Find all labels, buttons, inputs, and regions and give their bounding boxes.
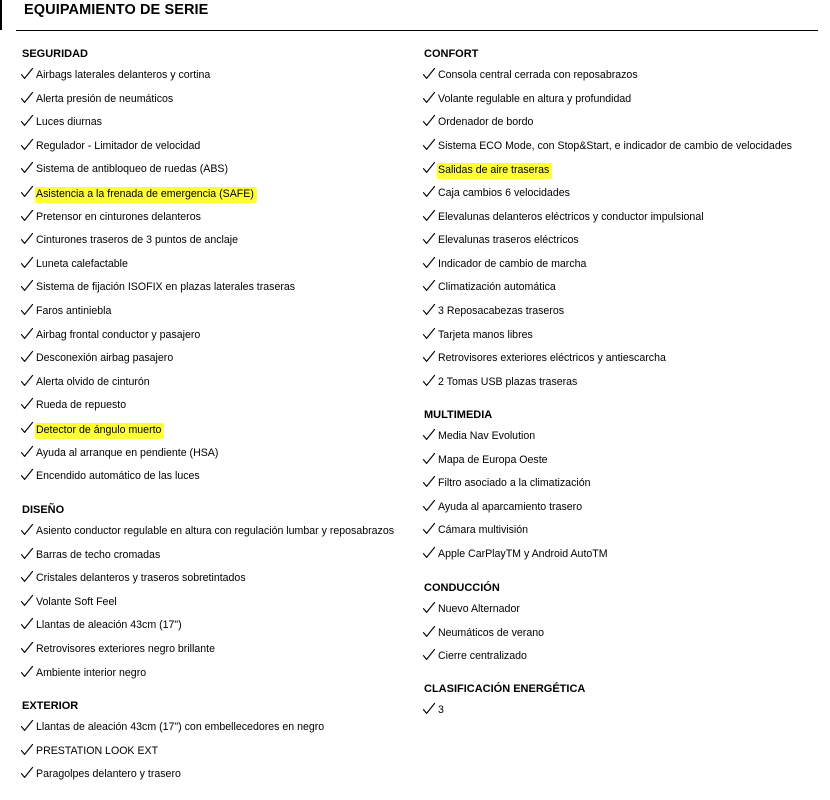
checkmark-icon [20,303,34,317]
item-label: Alerta presión de neumáticos [36,92,174,105]
checkmark-icon [20,374,34,388]
item-label: Volante regulable en altura y profundidad [438,92,632,105]
title-divider [16,30,818,31]
item-label: Encendido automático de las luces [36,470,200,483]
checkmark-icon [20,719,34,733]
checkmark-icon [20,594,34,608]
item-label: Sistema de fijación ISOFIX en plazas laterales traseras [36,281,296,294]
checkmark-icon [20,256,34,270]
checkmark-icon [422,625,436,639]
item-label: PRESTATION LOOK EXT [36,744,159,757]
checkmark-icon [422,601,436,615]
section-heading-multimedia: MULTIMEDIA [424,409,493,421]
section-heading-confort: CONFORT [424,48,479,60]
item-label: Barras de techo cromadas [36,548,161,561]
item-label: Retrovisores exteriores eléctricos y antiescarcha [438,352,666,365]
checkmark-icon [422,475,436,489]
item-label: Consola central cerrada con reposabrazos [438,69,638,81]
checkmark-icon [20,397,34,411]
item-label: Airbag frontal conductor y pasajero [36,328,201,341]
checkmark-icon [20,766,34,780]
item-label: Cámara multivisión [438,524,529,537]
checkmark-icon [20,91,34,105]
checkmark-icon [20,445,34,459]
item-label: Indicador de cambio de marcha [438,257,587,270]
item-label: Alerta olvido de cinturón [36,375,150,388]
item-label: Tarjeta manos libres [438,328,533,341]
checkmark-icon [422,232,436,246]
item-label: Salidas de aire traseras [437,163,552,179]
checkmark-icon [20,138,34,152]
item-label: Elevalunas delanteros eléctricos y conductor impulsional [438,210,704,223]
item-label: Airbags laterales delanteros y cortina [36,69,211,81]
item-label: Filtro asociado a la climatización [438,477,591,490]
checkmark-icon [20,279,34,293]
checkmark-icon [20,547,34,561]
checkmark-icon [20,421,34,435]
item-label: Asistencia a la frenada de emergencia (SAFE) [35,187,257,203]
item-label: Rueda de repuesto [36,399,127,412]
checkmark-icon [20,665,34,679]
item-label: Apple CarPlayTM y Android AutoTM [438,548,608,560]
checkmark-icon [422,67,436,81]
item-label: Ayuda al aparcamiento trasero [438,500,583,513]
checkmark-icon [20,641,34,655]
checkmark-icon [20,185,34,199]
item-label: Llantas de aleación 43cm (17") con embellecedores en negro [36,721,325,733]
checkmark-icon [20,327,34,341]
item-label: Elevalunas traseros eléctricos [438,234,579,247]
item-label: Luces diurnas [36,116,102,129]
item-label: Media Nav Evolution [438,430,536,442]
checkmark-icon [20,232,34,246]
checkmark-icon [422,161,436,175]
item-label: Climatización automática [438,281,556,294]
item-label: Mapa de Europa Oeste [438,453,548,466]
item-label: Sistema de antibloqueo de ruedas (ABS) [36,163,228,176]
item-label: Regulador - Limitador de velocidad [36,139,201,152]
item-label: Nuevo Alternador [438,603,520,615]
checkmark-icon [422,374,436,388]
page-left-edge [0,0,2,30]
page-title: EQUIPAMIENTO DE SERIE [24,2,209,18]
item-label: Cinturones traseros de 3 puntos de anclaje [36,234,238,247]
checkmark-icon [422,185,436,199]
checkmark-icon [422,499,436,513]
checkmark-icon [422,452,436,466]
item-label: 3 Reposacabezas traseros [438,305,565,317]
item-label: Pretensor en cinturones delanteros [36,210,201,223]
item-label: Ambiente interior negro [36,666,147,679]
item-label: 3 [438,704,444,716]
section-heading-diseno: DISEÑO [22,504,65,516]
checkmark-icon [422,91,436,105]
checkmark-icon [422,279,436,293]
checkmark-icon [20,617,34,631]
checkmark-icon [20,114,34,128]
item-label: Paragolpes delantero y trasero [36,768,181,781]
checkmark-icon [422,303,436,317]
checkmark-icon [422,114,436,128]
checkmark-icon [20,209,34,223]
checkmark-icon [422,350,436,364]
checkmark-icon [20,67,34,81]
item-label: Retrovisores exteriores negro brillante [36,643,215,655]
checkmark-icon [422,256,436,270]
item-label: Cristales delanteros y traseros sobretintados [36,572,246,585]
checkmark-icon [422,522,436,536]
item-label: Detector de ángulo muerto [35,423,164,439]
checkmark-icon [422,428,436,442]
item-label: Volante Soft Feel [36,595,117,608]
section-heading-conduccion: CONDUCCIÓN [424,582,500,594]
item-label: Desconexión airbag pasajero [36,352,174,365]
item-label: Luneta calefactable [36,257,128,270]
item-label: Ordenador de bordo [438,116,534,129]
checkmark-icon [20,468,34,482]
checkmark-icon [20,523,34,537]
checkmark-icon [422,702,436,716]
section-heading-exterior: EXTERIOR [22,700,79,712]
checkmark-icon [422,327,436,341]
checkmark-icon [422,138,436,152]
checkmark-icon [20,570,34,584]
checkmark-icon [422,648,436,662]
checkmark-icon [20,161,34,175]
item-label: Caja cambios 6 velocidades [438,187,570,199]
item-label: Sistema ECO Mode, con Stop&Start, e indicador de cambio de velocidades [438,139,792,152]
item-label: Faros antiniebla [36,305,112,317]
item-label: Llantas de aleación 43cm (17") [36,619,182,632]
checkmark-icon [422,546,436,560]
checkmark-icon [20,350,34,364]
checkmark-icon [422,209,436,223]
item-label: Asiento conductor regulable en altura con regulación lumbar y reposabrazos [36,525,395,537]
section-heading-clasificacion-energetica: CLASIFICACIÓN ENERGÉTICA [424,683,586,695]
item-label: Neumáticos de verano [438,626,544,639]
checkmark-icon [20,743,34,757]
item-label: Cierre centralizado [438,650,527,663]
item-label: Ayuda al arranque en pendiente (HSA) [36,446,219,459]
item-label: 2 Tomas USB plazas traseras [438,375,578,388]
section-heading-seguridad: SEGURIDAD [22,48,89,60]
